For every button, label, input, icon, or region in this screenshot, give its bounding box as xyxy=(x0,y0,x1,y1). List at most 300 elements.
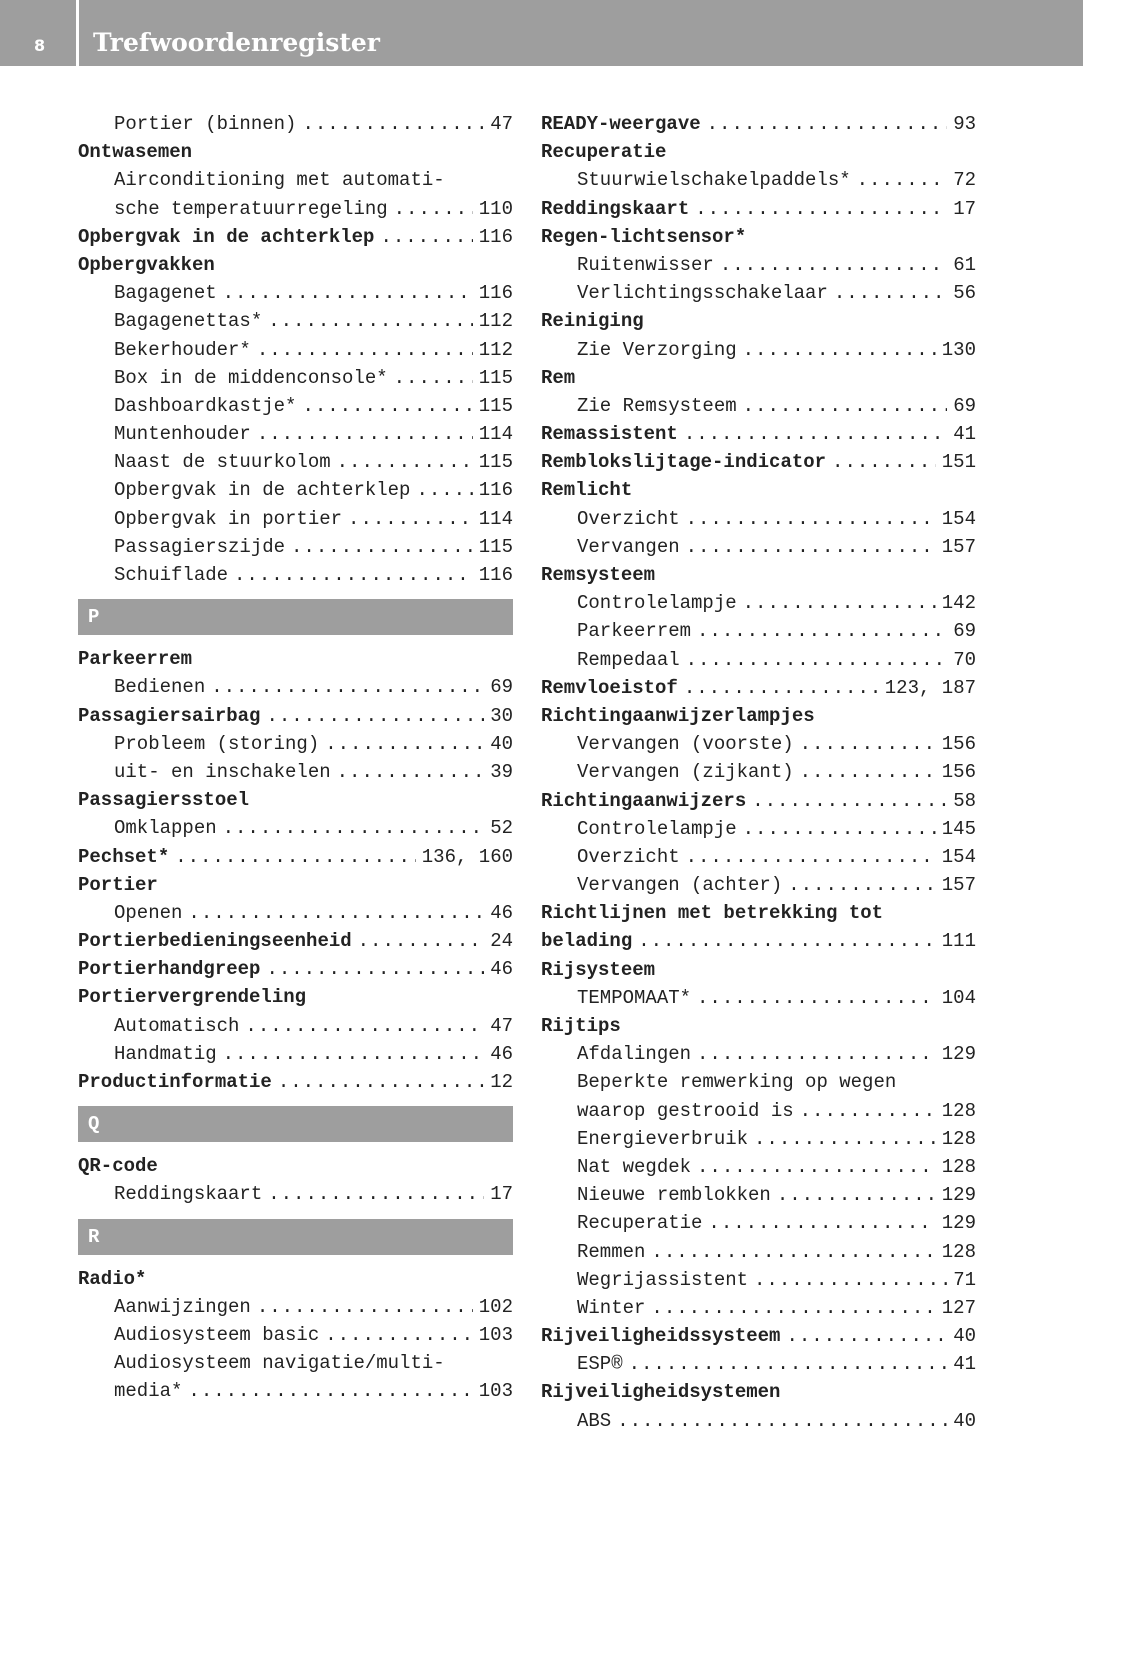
page-header xyxy=(0,0,1083,66)
dot-leader xyxy=(720,251,947,279)
entry-page-number: 112 xyxy=(478,338,513,361)
entry-page-number: 30 xyxy=(490,704,513,727)
entry-page-number: 114 xyxy=(478,423,513,446)
entry-page-number: 128 xyxy=(941,1155,976,1178)
dot-leader xyxy=(416,476,472,504)
index-entry[interactable] xyxy=(541,1322,976,1350)
index-entry[interactable] xyxy=(78,251,513,279)
index-entry[interactable] xyxy=(541,702,976,730)
dot-leader xyxy=(686,843,936,871)
entry-label: Rijtips xyxy=(541,1015,621,1037)
dot-leader xyxy=(257,336,473,364)
entry-label: Reddingskaart xyxy=(541,197,690,220)
dot-leader xyxy=(337,758,485,786)
entry-label: Automatisch xyxy=(114,1014,240,1037)
entry-page-number: 156 xyxy=(941,761,976,784)
entry-page-number: 39 xyxy=(490,760,513,783)
index-subentry[interactable] xyxy=(541,871,976,899)
entry-page-number: 116 xyxy=(478,282,513,305)
entry-page-number: 127 xyxy=(941,1296,976,1319)
entry-page-number: 40 xyxy=(953,1325,976,1348)
entry-label: Parkeerrem xyxy=(577,620,692,643)
entry-label: Zie Verzorging xyxy=(577,338,737,361)
entry-page-number: 154 xyxy=(941,507,976,530)
index-subentry[interactable] xyxy=(541,617,976,645)
entry-page-number: 129 xyxy=(941,1043,976,1066)
entry-label: Aanwijzingen xyxy=(114,1295,251,1318)
index-subentry[interactable] xyxy=(78,110,513,138)
entry-page-number: 142 xyxy=(941,592,976,615)
dot-leader xyxy=(325,1321,473,1349)
entry-label: ESP® xyxy=(577,1353,623,1376)
dot-leader xyxy=(278,1068,484,1096)
entry-label: Portier xyxy=(78,873,158,896)
entry-page-number: 116 xyxy=(478,225,513,248)
index-subentry[interactable] xyxy=(78,476,513,504)
index-subentry[interactable] xyxy=(541,1209,976,1237)
entry-label: Handmatig xyxy=(114,1042,217,1065)
dot-leader xyxy=(211,673,484,701)
index-entry[interactable] xyxy=(541,420,976,448)
index-entry[interactable] xyxy=(78,702,513,730)
dot-leader xyxy=(188,899,484,927)
index-subentry[interactable] xyxy=(78,730,513,758)
dot-leader xyxy=(188,1377,472,1405)
index-entry[interactable] xyxy=(78,645,513,673)
index-subentry[interactable] xyxy=(78,1321,513,1349)
dot-leader xyxy=(752,787,947,815)
dot-leader xyxy=(638,927,936,955)
index-subentry[interactable] xyxy=(541,505,976,533)
index-subentry[interactable] xyxy=(541,533,976,561)
entry-label: Passagierszijde xyxy=(114,535,286,558)
entry-label: Rijveiligheidsystemen xyxy=(541,1381,781,1404)
entry-page-number: 69 xyxy=(490,676,513,699)
entry-page-number: 111 xyxy=(941,930,976,953)
entry-label: Rem xyxy=(541,366,576,389)
index-subentry[interactable] xyxy=(541,1097,976,1125)
index-subentry[interactable] xyxy=(78,1377,513,1405)
entry-label: Remvloeistof xyxy=(541,676,678,699)
entry-label: Verlichtingsschakelaar xyxy=(577,282,828,305)
entry-label: Reddingskaart xyxy=(114,1183,263,1206)
index-entry[interactable] xyxy=(541,899,976,927)
index-subentry[interactable] xyxy=(78,814,513,842)
entry-label: Probleem (storing) xyxy=(114,732,320,755)
index-entry[interactable] xyxy=(78,843,513,871)
entry-label: Portiervergrendeling xyxy=(78,986,307,1009)
entry-page-number: 123, 187 xyxy=(884,676,976,699)
dot-leader xyxy=(245,1012,484,1040)
entry-page-number: 46 xyxy=(490,901,513,924)
page-title: Trefwoordenregister xyxy=(93,28,380,57)
dot-leader xyxy=(743,336,936,364)
dot-leader xyxy=(234,561,473,589)
entry-label: Ruitenwisser xyxy=(577,253,714,276)
entry-label: Richtingaanwijzerlampjes xyxy=(541,704,815,727)
dot-leader xyxy=(786,1322,947,1350)
index-subentry[interactable] xyxy=(78,1349,513,1377)
entry-label: waarop gestrooid is xyxy=(577,1099,794,1122)
entry-label: Radio* xyxy=(78,1267,147,1290)
index-entry[interactable] xyxy=(78,786,513,814)
index-column-right xyxy=(541,110,976,1435)
entry-label: Vervangen xyxy=(577,535,680,558)
entry-label: Reiniging xyxy=(541,310,644,333)
index-subentry[interactable] xyxy=(541,589,976,617)
entry-page-number: 58 xyxy=(953,789,976,812)
entry-page-number: 46 xyxy=(490,1042,513,1065)
dot-leader xyxy=(394,364,473,392)
dot-leader xyxy=(257,420,473,448)
index-entry[interactable] xyxy=(78,138,513,166)
dot-leader xyxy=(684,420,947,448)
entry-page-number: 116 xyxy=(478,479,513,502)
index-subentry[interactable] xyxy=(541,758,976,786)
dot-leader xyxy=(175,843,416,871)
entry-label: Regen-lichtsensor* xyxy=(541,225,747,248)
dot-leader xyxy=(266,955,484,983)
entry-label: Opbergvakken xyxy=(78,253,215,276)
entry-page-number: 69 xyxy=(953,620,976,643)
index-entry[interactable] xyxy=(78,1068,513,1096)
index-entry[interactable] xyxy=(541,927,976,955)
dot-leader xyxy=(834,279,947,307)
entry-page-number: 128 xyxy=(941,1099,976,1122)
entry-page-number: 71 xyxy=(953,1268,976,1291)
entry-page-number: 129 xyxy=(941,1184,976,1207)
dot-leader xyxy=(394,195,473,223)
index-entry[interactable] xyxy=(541,1378,976,1406)
entry-label: Bagagenettas* xyxy=(114,310,263,333)
index-entry[interactable] xyxy=(78,223,513,251)
index-subentry[interactable] xyxy=(78,420,513,448)
entry-label: Portierhandgreep xyxy=(78,958,261,981)
dot-leader xyxy=(800,1097,936,1125)
entry-label: Rijsysteem xyxy=(541,958,656,981)
entry-label: Airconditioning met automati- xyxy=(114,169,445,192)
index-subentry[interactable] xyxy=(78,392,513,420)
entry-page-number: 128 xyxy=(941,1127,976,1150)
index-subentry[interactable] xyxy=(78,758,513,786)
page-number: 8 xyxy=(34,36,46,55)
entry-label: Passagiersstoel xyxy=(78,789,250,812)
index-subentry[interactable] xyxy=(541,336,976,364)
index-entry[interactable] xyxy=(78,1265,513,1293)
entry-label: uit- en inschakelen xyxy=(114,760,331,783)
entry-label: Pechset* xyxy=(78,845,170,868)
index-entry[interactable] xyxy=(541,364,976,392)
dot-leader xyxy=(754,1125,936,1153)
entry-page-number: 24 xyxy=(490,930,513,953)
dot-leader xyxy=(754,1266,947,1294)
index-subentry[interactable] xyxy=(541,730,976,758)
entry-label: Energieverbruik xyxy=(577,1127,749,1150)
dot-leader xyxy=(708,1209,935,1237)
index-entry[interactable] xyxy=(541,307,976,335)
entry-page-number: 40 xyxy=(490,732,513,755)
entry-label: Rempedaal xyxy=(577,648,680,671)
index-subentry[interactable] xyxy=(541,1153,976,1181)
index-subentry[interactable] xyxy=(541,984,976,1012)
dot-leader xyxy=(743,815,936,843)
index-subentry[interactable] xyxy=(78,673,513,701)
index-entry[interactable] xyxy=(78,955,513,983)
index-subentry[interactable] xyxy=(78,899,513,927)
dot-leader xyxy=(617,1407,947,1435)
index-entry[interactable] xyxy=(541,476,976,504)
index-entry[interactable] xyxy=(541,223,976,251)
entry-label: Productinformatie xyxy=(78,1071,272,1093)
dot-leader xyxy=(223,1040,485,1068)
entry-page-number: 115 xyxy=(478,366,513,389)
entry-label: Opbergvak in portier xyxy=(114,507,343,530)
index-subentry[interactable] xyxy=(541,392,976,420)
entry-page-number: 145 xyxy=(941,817,976,840)
dot-leader xyxy=(684,674,879,702)
entry-label: Bedienen xyxy=(114,676,206,699)
entry-label: Naast de stuurkolom xyxy=(114,451,331,474)
index-subentry[interactable] xyxy=(78,195,513,223)
entry-label: media* xyxy=(114,1380,183,1403)
entry-label: Richtingaanwijzers xyxy=(541,789,747,812)
index-entry[interactable] xyxy=(78,1152,513,1180)
entry-label: Overzicht xyxy=(577,845,680,868)
entry-label: sche temperatuurregeling xyxy=(114,197,388,220)
entry-page-number: 104 xyxy=(941,986,976,1009)
entry-label: Portierbedieningseenheid xyxy=(78,930,352,953)
index-subentry[interactable] xyxy=(78,1012,513,1040)
entry-page-number: 115 xyxy=(478,535,513,558)
entry-label: Bekerhouder* xyxy=(114,338,251,361)
dot-leader xyxy=(832,448,936,476)
entry-label: Richtlijnen met betrekking tot xyxy=(541,902,884,925)
dot-leader xyxy=(651,1238,935,1266)
dot-leader xyxy=(686,533,936,561)
entry-label: READY-weergave xyxy=(541,113,701,135)
index-subentry[interactable] xyxy=(541,1068,976,1096)
entry-label: Schuiflade xyxy=(114,564,229,586)
entry-label: Beperkte remwerking op wegen xyxy=(577,1071,897,1094)
entry-page-number: 130 xyxy=(941,338,976,361)
entry-label: Overzicht xyxy=(577,507,680,530)
dot-leader xyxy=(223,279,473,307)
index-subentry[interactable] xyxy=(541,646,976,674)
entry-page-number: 112 xyxy=(478,310,513,333)
dot-leader xyxy=(707,110,948,138)
entry-page-number: 103 xyxy=(478,1380,513,1403)
entry-page-number: 129 xyxy=(941,1212,976,1235)
index-subentry[interactable] xyxy=(78,307,513,335)
dot-leader xyxy=(651,1294,935,1322)
entry-label: Audiosysteem navigatie/multi- xyxy=(114,1352,445,1375)
entry-page-number: 116 xyxy=(478,564,513,586)
entry-label: Rijveiligheidssysteem xyxy=(541,1325,781,1348)
entry-label: Vervangen (voorste) xyxy=(577,733,794,756)
dot-leader xyxy=(697,1153,936,1181)
entry-page-number: 102 xyxy=(478,1295,513,1318)
entry-page-number: 47 xyxy=(490,113,513,135)
entry-page-number: 110 xyxy=(478,197,513,220)
index-subentry[interactable] xyxy=(541,1294,976,1322)
entry-label: Vervangen (achter) xyxy=(577,874,783,897)
entry-page-number: 12 xyxy=(490,1071,513,1093)
index-subentry[interactable] xyxy=(541,843,976,871)
index-subentry[interactable] xyxy=(541,1266,976,1294)
dot-leader xyxy=(629,1350,948,1378)
index-entry[interactable] xyxy=(78,871,513,899)
entry-label: Remassistent xyxy=(541,423,678,446)
entry-page-number: 157 xyxy=(941,535,976,558)
index-subentry[interactable] xyxy=(541,1125,976,1153)
entry-label: Muntenhouder xyxy=(114,423,251,446)
entry-page-number: 41 xyxy=(953,1353,976,1376)
dot-leader xyxy=(697,617,947,645)
dot-leader xyxy=(257,1293,473,1321)
dot-leader xyxy=(697,1040,936,1068)
index-section-header: P xyxy=(78,599,513,635)
index-section-header: Q xyxy=(78,1106,513,1142)
entry-label: Recuperatie xyxy=(577,1212,703,1235)
index-subentry[interactable] xyxy=(541,279,976,307)
dot-leader xyxy=(302,392,472,420)
index-subentry[interactable] xyxy=(78,336,513,364)
index-subentry[interactable] xyxy=(78,279,513,307)
entry-label: Afdalingen xyxy=(577,1043,692,1066)
index-entry[interactable] xyxy=(78,983,513,1011)
dot-leader xyxy=(302,110,484,138)
dot-leader xyxy=(268,307,473,335)
dot-leader xyxy=(697,984,936,1012)
entry-page-number: 17 xyxy=(490,1183,513,1206)
entry-label: Nat wegdek xyxy=(577,1155,692,1178)
entry-label: Remlicht xyxy=(541,479,633,502)
index-subentry[interactable] xyxy=(78,533,513,561)
index-section-header: R xyxy=(78,1219,513,1255)
dot-leader xyxy=(686,646,948,674)
entry-page-number: 151 xyxy=(941,451,976,474)
entry-page-number: 69 xyxy=(953,394,976,417)
entry-label: Remmen xyxy=(577,1240,646,1263)
index-subentry[interactable] xyxy=(78,505,513,533)
dot-leader xyxy=(800,758,936,786)
entry-label: Bagagenet xyxy=(114,282,217,305)
index-entry[interactable] xyxy=(541,138,976,166)
entry-label: Audiosysteem basic xyxy=(114,1323,320,1346)
index-entry[interactable] xyxy=(541,110,976,138)
entry-label: belading xyxy=(541,930,633,953)
entry-label: Omklappen xyxy=(114,817,217,840)
dot-leader xyxy=(348,505,473,533)
entry-label: Parkeerrem xyxy=(78,648,193,671)
entry-page-number: 156 xyxy=(941,733,976,756)
dot-leader xyxy=(857,166,948,194)
entry-label: Remsysteem xyxy=(541,564,656,586)
entry-label: Winter xyxy=(577,1296,646,1319)
index-entry[interactable] xyxy=(541,561,976,589)
entry-page-number: 136, 160 xyxy=(421,845,513,868)
entry-label: Opbergvak in de achterklep xyxy=(78,225,375,248)
entry-page-number: 115 xyxy=(478,451,513,474)
entry-page-number: 114 xyxy=(478,507,513,530)
entry-page-number: 61 xyxy=(953,253,976,276)
entry-page-number: 103 xyxy=(478,1323,513,1346)
entry-page-number: 17 xyxy=(953,197,976,220)
entry-label: Vervangen (zijkant) xyxy=(577,761,794,784)
index-entry[interactable] xyxy=(541,448,976,476)
index-entry[interactable] xyxy=(541,674,976,702)
dot-leader xyxy=(223,814,485,842)
entry-label: QR-code xyxy=(78,1155,158,1178)
index-subentry[interactable] xyxy=(541,1350,976,1378)
index-entry[interactable] xyxy=(541,195,976,223)
index-subentry[interactable] xyxy=(541,166,976,194)
dot-leader xyxy=(337,448,473,476)
index-subentry[interactable] xyxy=(78,364,513,392)
entry-label: ABS xyxy=(577,1409,612,1432)
entry-label: Remblokslijtage-indicator xyxy=(541,451,827,474)
index-subentry[interactable] xyxy=(541,251,976,279)
entry-page-number: 157 xyxy=(941,874,976,897)
entry-page-number: 115 xyxy=(478,394,513,417)
entry-page-number: 72 xyxy=(953,169,976,192)
entry-label: Nieuwe remblokken xyxy=(577,1184,771,1207)
dot-leader xyxy=(777,1181,936,1209)
entry-page-number: 56 xyxy=(953,282,976,305)
index-entry[interactable] xyxy=(541,787,976,815)
dot-leader xyxy=(325,730,484,758)
index-column-left xyxy=(78,110,513,1406)
entry-label: Wegrijassistent xyxy=(577,1268,749,1291)
index-subentry[interactable] xyxy=(541,1407,976,1435)
entry-label: Stuurwielschakelpaddels* xyxy=(577,169,851,192)
entry-page-number: 93 xyxy=(953,113,976,135)
dot-leader xyxy=(743,392,948,420)
index-entry[interactable] xyxy=(541,1012,976,1040)
entry-page-number: 52 xyxy=(490,817,513,840)
entry-page-number: 47 xyxy=(490,1014,513,1037)
entry-page-number: 154 xyxy=(941,845,976,868)
entry-label: Zie Remsysteem xyxy=(577,394,737,417)
index-entry[interactable] xyxy=(541,956,976,984)
dot-leader xyxy=(686,505,936,533)
index-entry[interactable] xyxy=(78,927,513,955)
dot-leader xyxy=(358,927,485,955)
index-subentry[interactable] xyxy=(541,1238,976,1266)
entry-label: Recuperatie xyxy=(541,141,667,164)
dot-leader xyxy=(743,589,936,617)
entry-page-number: 128 xyxy=(941,1240,976,1263)
index-subentry[interactable] xyxy=(78,1180,513,1208)
index-subentry[interactable] xyxy=(541,1181,976,1209)
index-subentry[interactable] xyxy=(78,561,513,589)
index-subentry[interactable] xyxy=(78,448,513,476)
entry-page-number: 70 xyxy=(953,648,976,671)
entry-label: Opbergvak in de achterklep xyxy=(114,479,411,502)
index-subentry[interactable] xyxy=(78,1293,513,1321)
entry-label: Passagiersairbag xyxy=(78,704,261,727)
index-subentry[interactable] xyxy=(541,815,976,843)
index-subentry[interactable] xyxy=(541,1040,976,1068)
entry-label: Ontwasemen xyxy=(78,141,193,164)
entry-page-number: 40 xyxy=(953,1409,976,1432)
index-subentry[interactable] xyxy=(78,1040,513,1068)
dot-leader xyxy=(268,1180,484,1208)
header-divider xyxy=(76,0,79,66)
entry-label: Box in de middenconsole* xyxy=(114,366,388,389)
index-subentry[interactable] xyxy=(78,166,513,194)
entry-label: Controlelampje xyxy=(577,592,737,615)
